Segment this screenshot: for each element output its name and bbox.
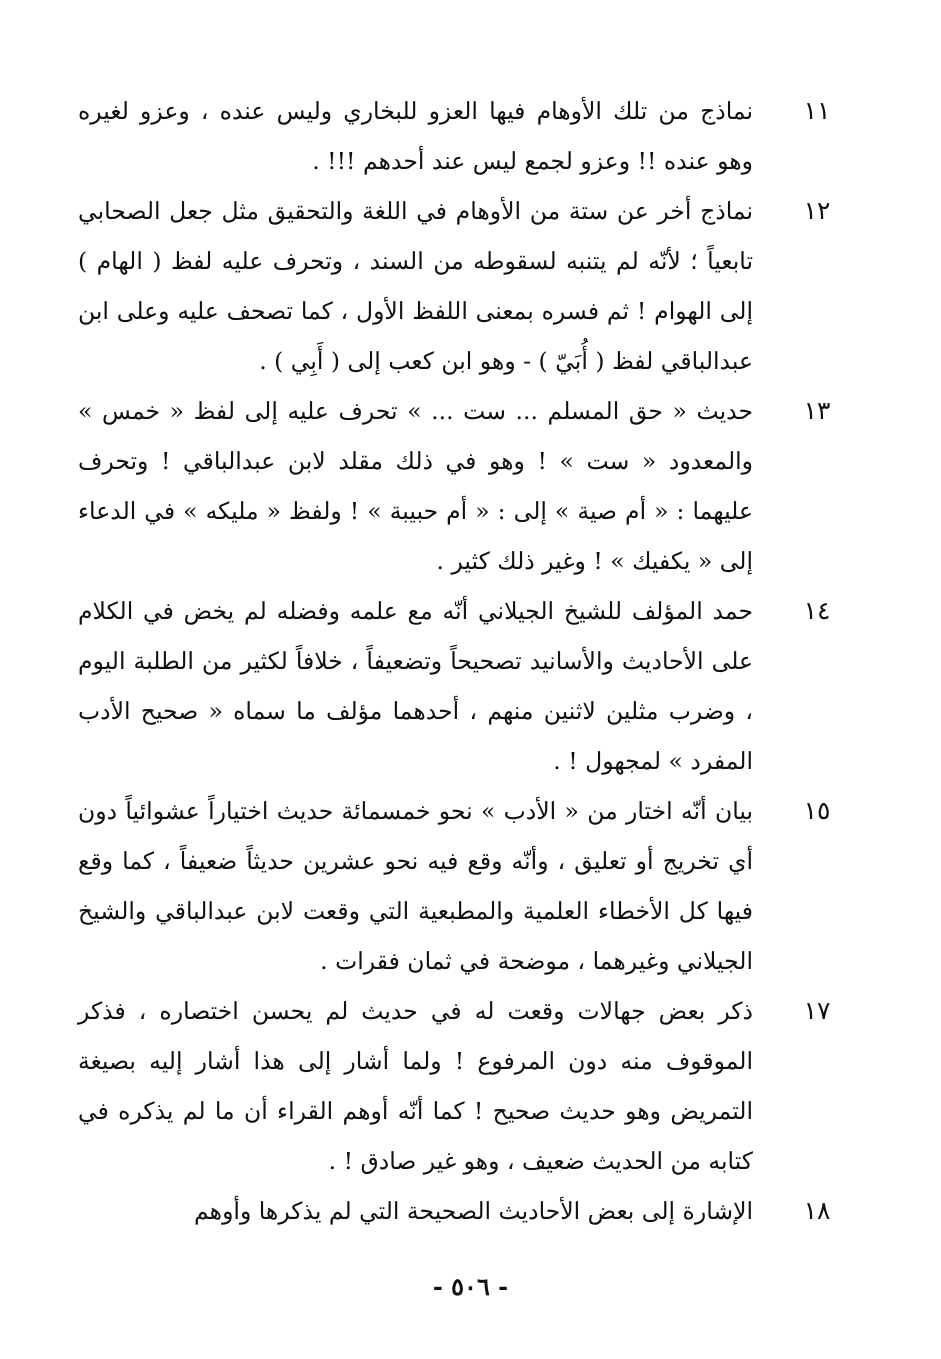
entry-text: نماذج من تلك الأوهام فيها العزو للبخاري وليس عنده ، وعزو لغيره وهو عنده !! وعزو لجمع ليس عند أحدهم !!! .: [78, 97, 753, 175]
entry-number: ١١: [803, 96, 831, 125]
entry-text: حديث « حق المسلم ... ست ... » تحرف عليه إلى لفظ « خمس » والمعدود « ست » ! وهو في ذلك مقلد لابن عبدالباقي ! وتحرف عليهما : « أم صية » إلى : « أم حبيبة » ! ولفظ « مليكه » في الدعاء إلى « يكفيك » ! وغير ذلك كثير .: [78, 397, 753, 575]
entry-text: ذكر بعض جهالات وقعت له في حديث لم يحسن اختصاره ، فذكر الموقوف منه دون المرفوع ! ولما أشار إلى هذا أشار إليه بصيغة التمريض وهو حديث صحيح ! كما أنّه أوهم القراء أن ما لم يذكره في كتابه من الحديث ضعيف ، وهو غير صادق ! .: [78, 997, 753, 1175]
entries-list: [78, 86, 853, 1236]
entry-text: حمد المؤلف للشيخ الجيلاني أنّه مع علمه وفضله لم يخض في الكلام على الأحاديث والأسانيد تصحيحاً وتضعيفاً ، خلافاً لكثير من الطلبة اليوم ، وضرب مثلين لاثنين منهم ، أحدهما مؤلف ما سماه « صحيح الأدب المفرد » لمجهول ! .: [78, 597, 753, 775]
entry-number: ١٧: [803, 996, 831, 1025]
entry-number: ١٤: [803, 596, 831, 625]
entry-text: بيان أنّه اختار من « الأدب » نحو خمسمائة حديث اختياراً عشوائياً دون أي تخريج أو تعليق ، وأنّه وقع فيه نحو عشرين حديثاً ضعيفاً ، كما وقع فيها كل الأخطاء العلمية والمطبعية التي وقعت لابن عبدالباقي والشيخ الجيلاني وغيرهما ، موضحة في ثمان فقرات .: [78, 797, 753, 975]
entry-number: ١٥: [803, 796, 831, 825]
entry: [78, 86, 853, 186]
entry-text: الإشارة إلى بعض الأحاديث الصحيحة التي لم يذكرها وأوهم: [194, 1197, 753, 1225]
entry: [78, 586, 853, 786]
entry: [78, 386, 853, 586]
entry: [78, 1186, 853, 1236]
entry: [78, 186, 853, 386]
entry: [78, 786, 853, 986]
page-number: - ٥٠٦ -: [432, 1272, 509, 1301]
entry-number: ١٣: [803, 396, 831, 425]
entry-text: نماذج أخر عن ستة من الأوهام في اللغة والتحقيق مثل جعل الصحابي تابعياً ؛ لأنّه لم يتنبه لسقوطه من السند ، وتحرف عليه لفظ ( الهام ) إلى الهوام ! ثم فسره بمعنى اللفظ الأول ، كما تصحف عليه وعلى ابن عبدالباقي لفظ ( أُبَيّ ) - وهو ابن كعب إلى ( أَبِي ) .: [78, 197, 753, 375]
entry-number: ١٨: [803, 1196, 831, 1225]
entry: [78, 986, 853, 1186]
entry-number: ١٢: [803, 196, 831, 225]
